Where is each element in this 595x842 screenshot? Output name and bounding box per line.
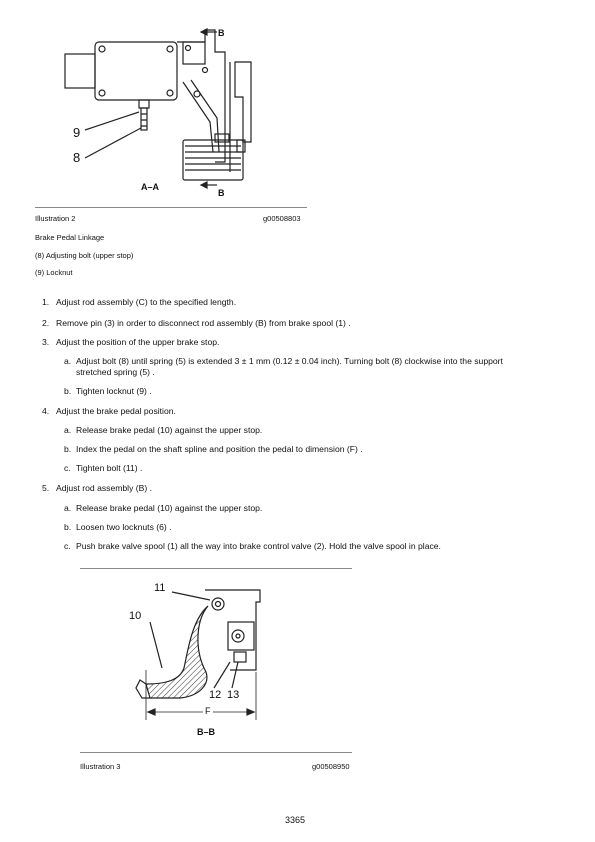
substep-text: Index the pedal on the shaft spline and position the pedal to dimension (F) . [76,444,363,454]
substep-text: Release brake pedal (10) against the upper stop. [76,503,263,513]
step-4b [64,444,363,455]
step-number: 2. [42,318,50,328]
callout-12: 12 [209,689,222,701]
step-number: 3. [42,337,50,347]
dimension-f-label: F [205,706,211,716]
step-text: Adjust rod assembly (B) . [56,483,152,493]
illustration-3-caption: Illustration 3 [80,762,121,771]
substep-text: Tighten locknut (9) . [76,386,152,396]
caption-title: Brake Pedal Linkage [35,233,105,242]
substep-text: Push brake valve spool (1) all the way into brake control valve (2). Hold the valve spool in place. [76,541,441,551]
section-label-a-a: A–A [141,182,160,192]
step-number: 4. [42,406,50,416]
step-5a [64,503,262,514]
substep-letter: c. [64,463,71,473]
callout-8: 8 [73,150,81,165]
legend-item-8: (8) Adjusting bolt (upper stop) [35,251,134,260]
illustration-2-caption: Illustration 2 [35,214,76,223]
callout-10: 10 [129,610,142,622]
step-4c [64,463,142,474]
figure-1-divider [35,207,307,208]
step-1 [42,297,236,308]
substep-text: Loosen two locknuts (6) . [76,522,172,532]
substep-text-cont: stretched spring (5) . [76,367,155,377]
substep-letter: a. [64,356,72,366]
callout-11: 11 [154,582,166,594]
section-marker-top: B [218,28,225,38]
step-5c [64,541,441,552]
substep-letter: b. [64,444,72,454]
substep-letter: a. [64,503,72,513]
step-5b [64,522,172,533]
illustration-2-figure [55,22,255,202]
step-number: 5. [42,483,50,493]
figure-2-divider [80,752,352,753]
substep-text: Adjust bolt (8) until spring (5) is extended 3 ± 1 mm (0.12 ± 0.04 inch). Turning bolt (8) clockwise into the support [76,356,503,366]
illustration-3-id: g00508950 [312,762,350,771]
illustration-3-figure [110,580,280,740]
step-3 [42,337,219,348]
section-label-b-b: B–B [197,727,216,737]
substep-text: Tighten bolt (11) . [76,463,143,473]
step-3a [64,356,564,378]
substep-text: Release brake pedal (10) against the upper stop. [76,425,263,435]
substep-letter: b. [64,386,72,396]
section-marker-bottom: B [218,188,225,198]
step-text: Adjust the position of the upper brake stop. [56,337,220,347]
illustration-2-id: g00508803 [263,214,301,223]
legend-item-9: (9) Locknut [35,268,73,277]
step-text: Adjust the brake pedal position. [56,406,176,416]
figure-2-top-divider [80,568,352,569]
step-3b [64,386,152,397]
page-number: 3365 [285,815,306,825]
step-4 [42,406,176,417]
callout-13: 13 [227,689,240,701]
substep-letter: b. [64,522,72,532]
substep-letter: a. [64,425,72,435]
step-5 [42,483,152,494]
step-2 [42,318,351,329]
step-text: Remove pin (3) in order to disconnect rod assembly (B) from brake spool (1) . [56,318,351,328]
step-text: Adjust rod assembly (C) to the specified length. [56,297,237,307]
step-4a [64,425,262,436]
substep-letter: c. [64,541,71,551]
step-number: 1. [42,297,50,307]
callout-9: 9 [73,125,81,140]
